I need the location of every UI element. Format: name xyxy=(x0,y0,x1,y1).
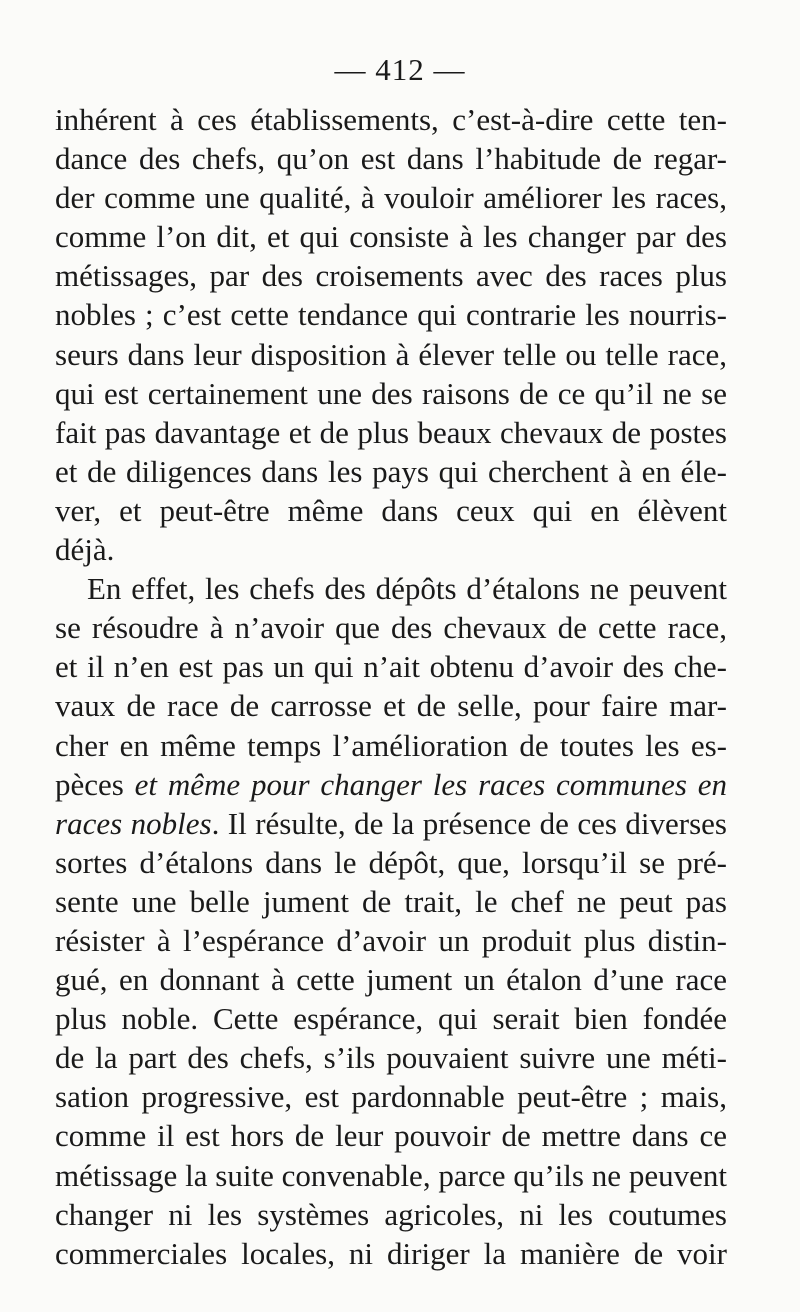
text-line: et de diligences dans les pays qui cherchent à en éle- xyxy=(55,453,727,489)
text-line: commerciales locales, ni diriger la manière de voir xyxy=(55,1235,727,1271)
text-line: comme il est hors de leur pouvoir de mettre dans ce xyxy=(55,1118,727,1154)
text-line: changer ni les systèmes agricoles, ni les coutumes xyxy=(55,1196,727,1232)
text-line: sente une belle jument de trait, le chef ne peut pas xyxy=(55,883,727,919)
text-line: fait pas davantage et de plus beaux chevaux de postes xyxy=(55,414,727,450)
page-number: — 412 — xyxy=(334,52,466,87)
text-line: seurs dans leur disposition à élever telle ou telle race, xyxy=(55,336,727,372)
text-line: sortes d’étalons dans le dépôt, que, lorsqu’il se pré- xyxy=(55,844,727,880)
text-line: gué, en donnant à cette jument un étalon d’une race xyxy=(55,962,727,998)
text-line: déjà. xyxy=(55,532,115,568)
text-line: dance des chefs, qu’on est dans l’habitude de regar- xyxy=(55,141,727,177)
text-line: plus noble. Cette espérance, qui serait bien fondée xyxy=(55,1001,727,1037)
text-line: der comme une qualité, à vouloir améliorer les races, xyxy=(55,180,727,216)
text-line-mixed xyxy=(55,804,727,843)
text-line: qui est certainement une des raisons de ce qu’il ne se xyxy=(55,375,727,411)
text-line: En effet, les chefs des dépôts d’étalons ne peuvent xyxy=(87,571,727,607)
text-line: résister à l’espérance d’avoir un produit plus distin- xyxy=(55,922,727,958)
italic-text: et même pour changer les races communes en xyxy=(134,766,727,802)
text-line: se résoudre à n’avoir que des chevaux de cette race, xyxy=(55,610,727,646)
italic-text: races nobles xyxy=(55,805,212,841)
roman-text: pèces xyxy=(55,766,135,802)
paragraph-1 xyxy=(55,100,727,569)
text-line-mixed xyxy=(55,765,727,804)
text-line: inhérent à ces établissements, c’est-à-dire cette ten- xyxy=(55,102,727,137)
body-text xyxy=(55,100,727,1273)
paragraph-2 xyxy=(55,569,727,1273)
text-line: métissages, par des croisements avec des races plus xyxy=(55,258,727,294)
text-line: cher en même temps l’amélioration de toutes les es- xyxy=(55,727,727,763)
text-line: sation progressive, est pardonnable peut-être ; mais, xyxy=(55,1079,727,1115)
text-line: de la part des chefs, s’ils pouvaient suivre une méti- xyxy=(55,1040,727,1076)
text-line: ver, et peut-être même dans ceux qui en élèvent xyxy=(55,492,727,528)
text-line: nobles ; c’est cette tendance qui contrarie les nourris- xyxy=(55,297,727,333)
text-line: comme l’on dit, et qui consiste à les changer par des xyxy=(55,219,727,255)
text-line: vaux de race de carrosse et de selle, pour faire mar- xyxy=(55,688,727,724)
text-line: et il n’en est pas un qui n’ait obtenu d’avoir des che- xyxy=(55,649,727,685)
roman-text: . Il résulte, de la présence de ces diverses xyxy=(211,805,727,841)
text-line: métissage la suite convenable, parce qu’ils ne peuvent xyxy=(55,1157,727,1193)
